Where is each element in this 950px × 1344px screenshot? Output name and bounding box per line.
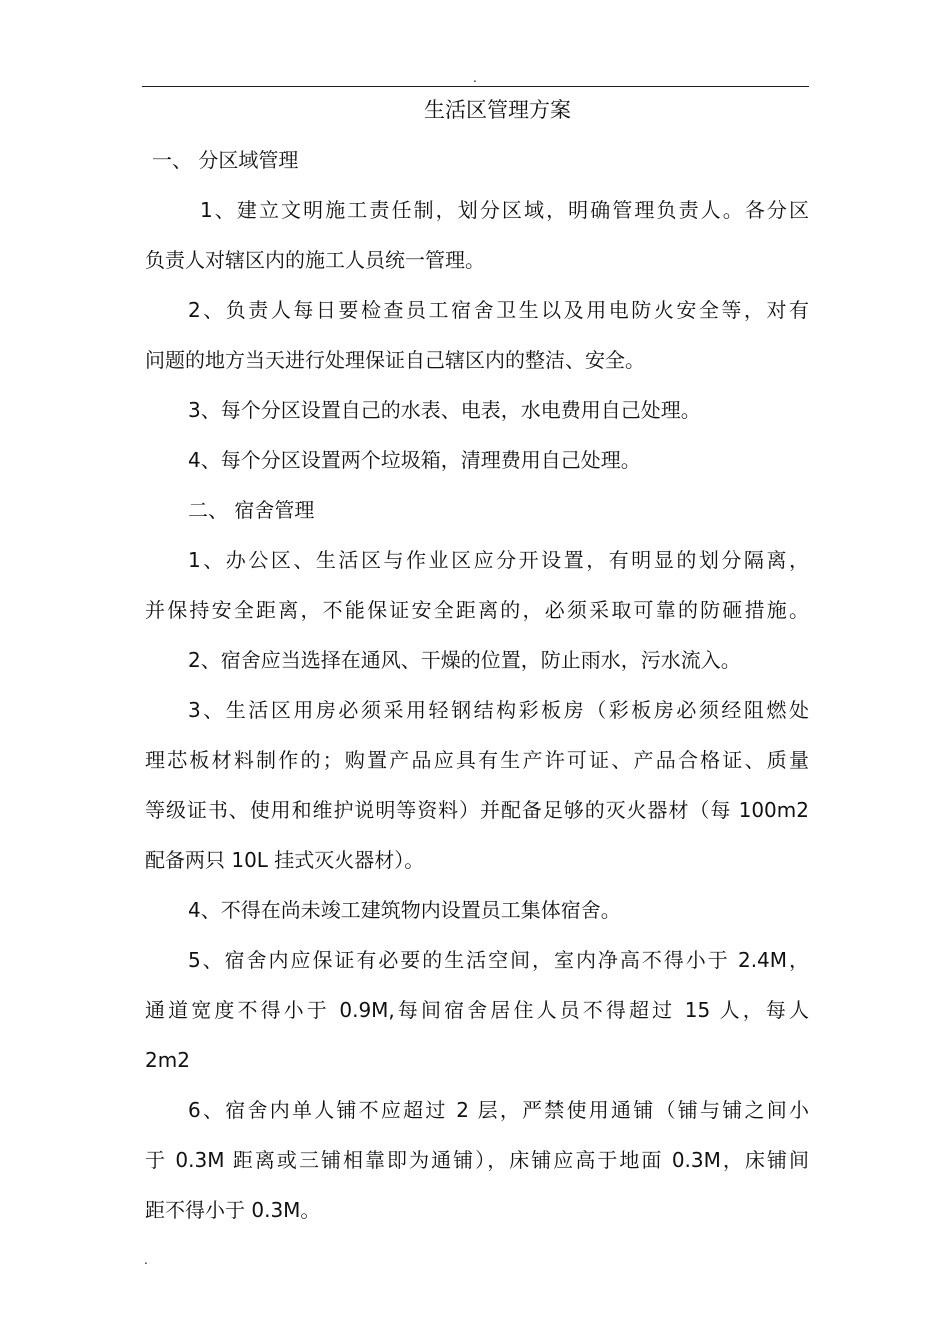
header-rule <box>142 86 809 87</box>
paragraph-line: 3、每个分区设置自己的水表、电表，水电费用自己处理。 <box>188 398 701 422</box>
footer-dot: . <box>144 1253 148 1267</box>
paragraph-line: 4、每个分区设置两个垃圾箱，清理费用自己处理。 <box>188 448 641 472</box>
paragraph-line: 于 0.3M 距离或三铺相靠即为通铺），床铺应高于地面 0.3M，床铺间 <box>145 1148 809 1172</box>
paragraph-line: 等级证书、使用和维护说明等资料）并配备足够的灭火器材（每 100m2 <box>145 798 809 822</box>
section-heading-1: 一、 分区域管理 <box>152 148 299 172</box>
paragraph-line: 6、宿舍内单人铺不应超过 2 层，严禁使用通铺（铺与铺之间小 <box>188 1098 809 1122</box>
document-title: 生活区管理方案 <box>424 98 571 122</box>
paragraph-line: 负责人对辖区内的施工人员统一管理。 <box>145 248 485 272</box>
paragraph-line: 并保持安全距离，不能保证安全距离的，必须采取可靠的防砸措施。 <box>145 598 809 622</box>
paragraph-line: 1、建立文明施工责任制，划分区域，明确管理负责人。各分区 <box>200 198 809 222</box>
paragraph-line: 通道宽度不得小于 0.9M,每间宿舍居住人员不得超过 15 人，每人 <box>145 998 809 1022</box>
paragraph-line: 配备两只 10L 挂式灭火器材）。 <box>145 848 425 872</box>
paragraph-line: 3、生活区用房必须采用轻钢结构彩板房（彩板房必须经阻燃处 <box>188 698 809 722</box>
paragraph-line: 2m2 <box>145 1048 190 1072</box>
paragraph-line: 2、负责人每日要检查员工宿舍卫生以及用电防火安全等，对有 <box>188 298 809 322</box>
paragraph-line: 5、宿舍内应保证有必要的生活空间，室内净高不得小于 2.4M， <box>188 948 809 972</box>
paragraph-line: 4、不得在尚未竣工建筑物内设置员工集体宿舍。 <box>188 898 621 922</box>
paragraph-line: 2、宿舍应当选择在通风、干燥的位置，防止雨水，污水流入。 <box>188 648 741 672</box>
paragraph-line: 距不得小于 0.3M。 <box>145 1198 321 1222</box>
section-heading-2: 二、 宿舍管理 <box>188 498 315 522</box>
paragraph-line: 理芯板材料制作的；购置产品应具有生产许可证、产品合格证、质量 <box>145 748 809 772</box>
paragraph-line: 问题的地方当天进行处理保证自己辖区内的整洁、安全。 <box>145 348 645 372</box>
paragraph-line: 1、办公区、生活区与作业区应分开设置，有明显的划分隔离， <box>188 548 809 572</box>
header-dot: . <box>473 71 477 85</box>
